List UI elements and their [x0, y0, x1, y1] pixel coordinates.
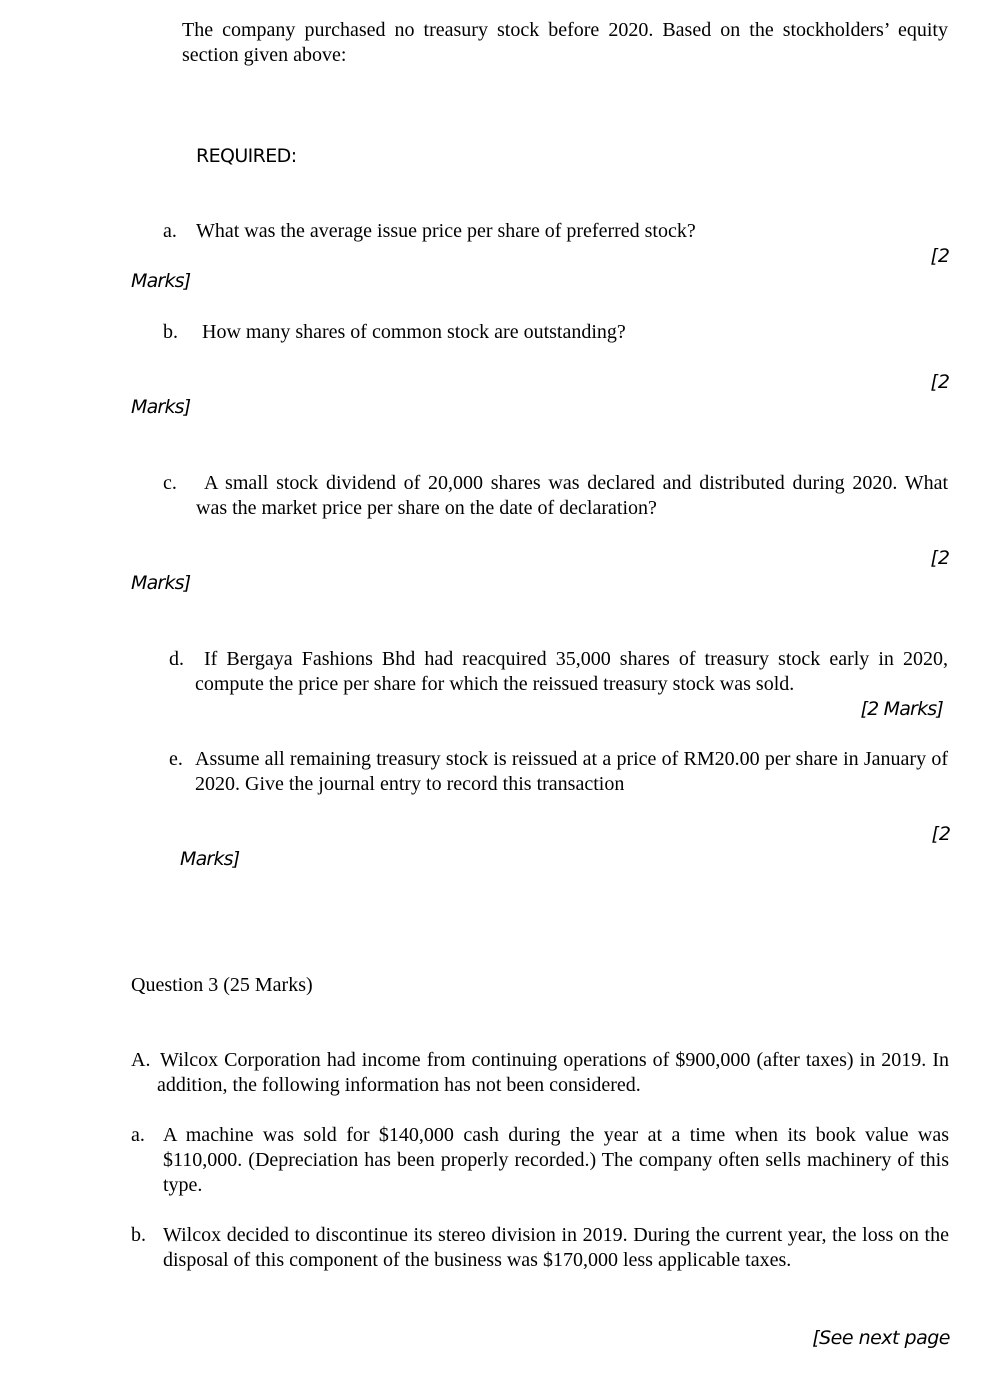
item-c-label: c.: [163, 472, 177, 494]
item-a-marks-close: Marks]: [131, 270, 191, 292]
see-next-page-footer: [See next page: [812, 1327, 950, 1349]
item-c-marks-open: [2: [930, 547, 950, 569]
part-a-text: Wilcox Corporation had income from continuing operations of $900,000 (after taxes) in 2019. In addition, the following information has not been considered.: [157, 1049, 949, 1096]
item-b-marks-open: [2: [930, 371, 950, 393]
q3-item-a-text: A machine was sold for $140,000 cash during the year at a time when its book value was $110,000. (Depreciation has been properly recorded.) The company often sells machinery of this type.: [163, 1124, 949, 1196]
item-c-text: A small stock dividend of 20,000 shares was declared and distributed during 2020. What was the market price per share on the date of declaration?: [196, 472, 948, 519]
item-e-marks-open: [2: [931, 823, 951, 845]
item-d-text: If Bergaya Fashions Bhd had reacquired 35,000 shares of treasury stock early in 2020, compute the price per share for which the reissued treasury stock was sold.: [195, 648, 948, 695]
item-b-label: b.: [163, 321, 178, 343]
item-d-marks: [2 Marks]: [860, 698, 943, 720]
item-a-marks-open: [2: [930, 245, 950, 267]
item-d-label: d.: [169, 648, 184, 670]
item-b-text: How many shares of common stock are outstanding?: [202, 321, 626, 343]
item-a-label: a.: [163, 220, 177, 242]
required-heading: REQUIRED:: [196, 145, 297, 167]
question3-heading: Question 3 (25 Marks): [131, 974, 313, 996]
q3-item-a-label: a.: [131, 1124, 145, 1146]
item-e-text: Assume all remaining treasury stock is reissued at a price of RM20.00 per share in January of 2020. Give the journal entry to record this transaction: [195, 748, 948, 795]
item-e-marks-close: Marks]: [180, 848, 240, 870]
item-a-text: What was the average issue price per share of preferred stock?: [196, 220, 696, 242]
intro-paragraph: The company purchased no treasury stock before 2020. Based on the stockholders’ equity section given above:: [182, 19, 948, 66]
q3-item-b-label: b.: [131, 1224, 146, 1246]
item-b-marks-close: Marks]: [131, 396, 191, 418]
q3-item-b-text: Wilcox decided to discontinue its stereo division in 2019. During the current year, the loss on the disposal of this component of the business was $170,000 less applicable taxes.: [163, 1224, 949, 1271]
item-e-label: e.: [169, 748, 183, 770]
part-a-label: A.: [131, 1049, 151, 1071]
item-c-marks-close: Marks]: [131, 572, 191, 594]
